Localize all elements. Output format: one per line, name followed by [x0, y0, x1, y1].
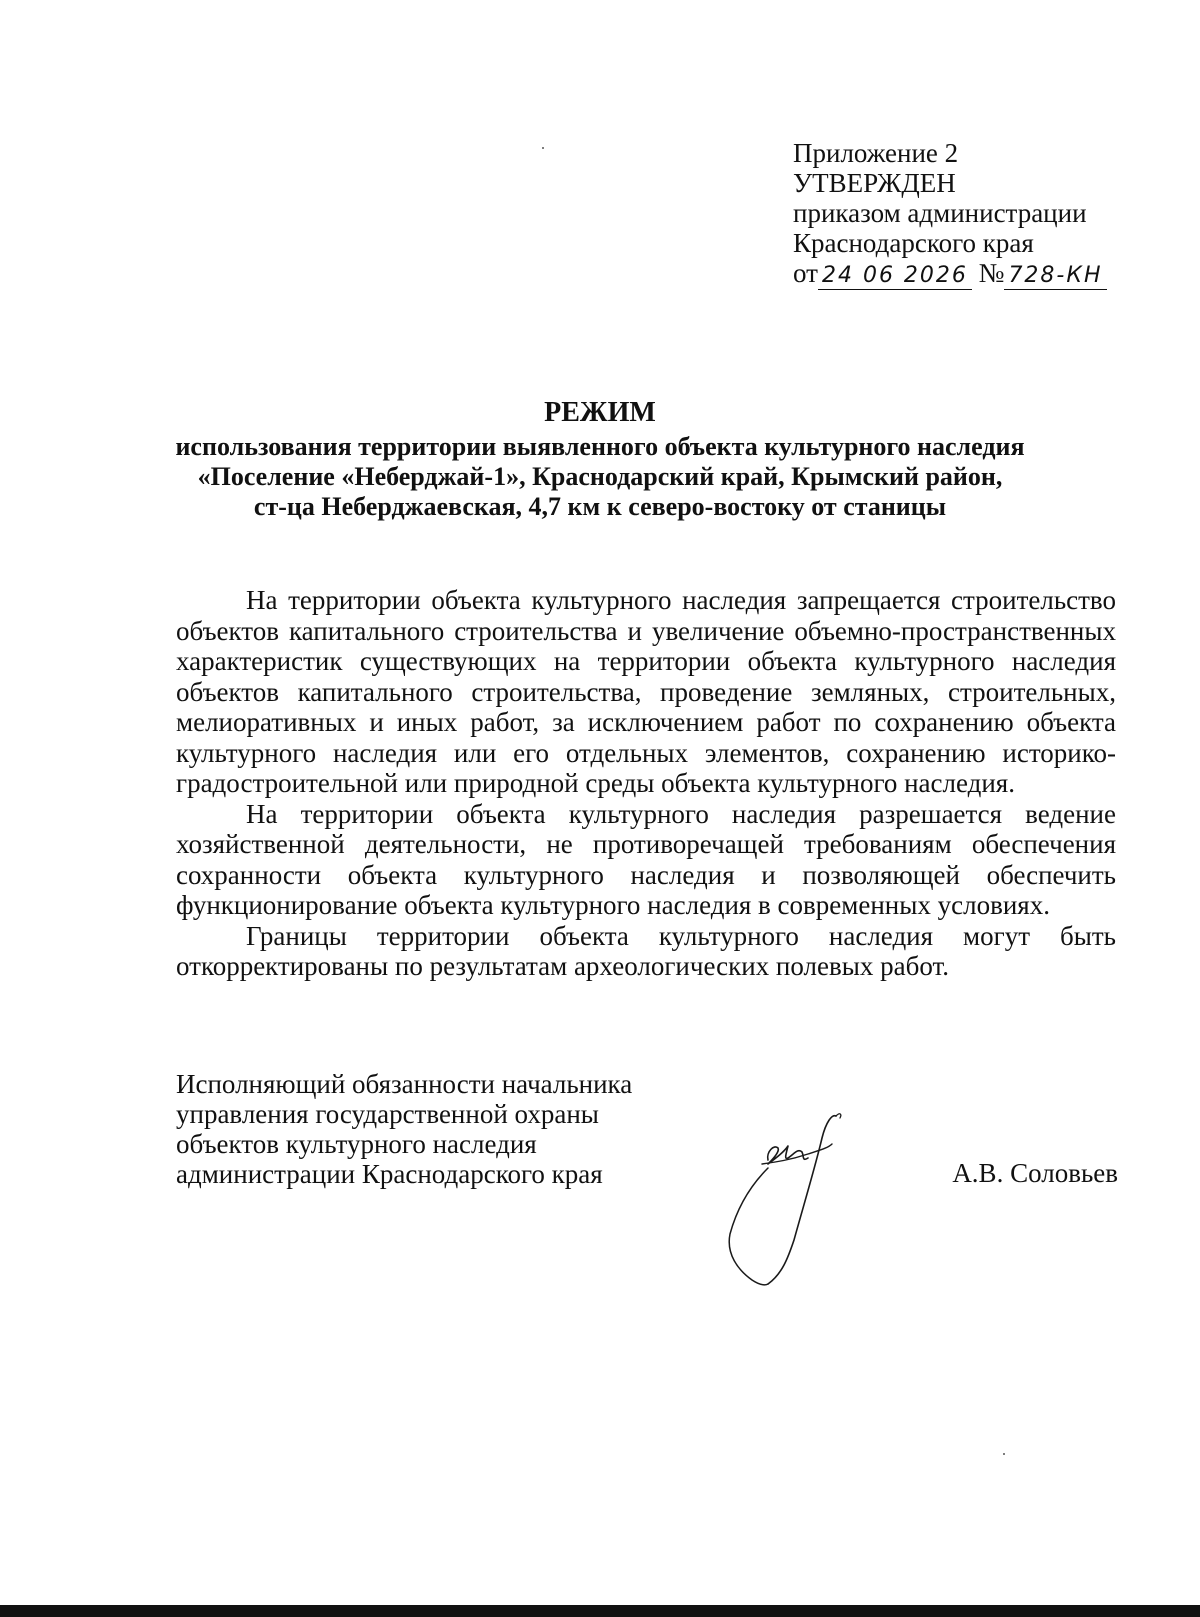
signatory-position	[176, 1069, 696, 1189]
scan-speck	[1003, 1453, 1005, 1455]
body-paragraph-2: На территории объекта культурного наследия разрешается ведение хозяйственной деятельности, не противоречащей требованиям обеспечения сохранности объекта культурного наследия и позволяющей обеспечить функционирование объекта культурного наследия в современных условиях.	[176, 798, 1116, 920]
approved-by-line1: приказом администрации	[793, 198, 1087, 228]
scan-edge-line	[0, 1605, 1200, 1617]
position-line-2: управления государственной охраны	[176, 1099, 599, 1129]
handwritten-signature	[728, 1108, 888, 1288]
handwritten-date: 24 06 2026	[818, 263, 972, 290]
approval-block	[793, 138, 1173, 290]
handwritten-number: 728-КН	[1004, 263, 1106, 290]
scan-speck	[542, 147, 544, 149]
approved-label: УТВЕРЖДЕН	[793, 168, 956, 198]
title-line-3: ст-ца Неберджаевская, 4,7 км к северо-востоку от станицы	[253, 492, 947, 521]
position-line-4: администрации Краснодарского края	[176, 1159, 603, 1189]
body-paragraph-1: На территории объекта культурного наследия запрещается строительство объектов капитального строительства и увеличение объемно-пространственных характеристик существующих на территории объекта культурного наследия объектов капитального строительства, проведение земляных, строительных, мелиоративных и иных работ, за исключением работ по сохранению объекта культурного наследия или его отдельных элементов, сохранению историко-градостроительной или природной среды объекта культурного наследия.	[176, 585, 1116, 798]
signatory-name: А.В. Соловьев	[952, 1158, 1118, 1188]
appendix-label: Приложение 2	[793, 138, 959, 168]
title-line-2: «Поселение «Неберджай-1», Краснодарский край, Крымский район,	[197, 462, 1003, 491]
title-line-1: использования территории выявленного объекта культурного наследия	[175, 432, 1025, 461]
from-label: от	[793, 258, 818, 288]
document-body	[176, 585, 1116, 982]
body-paragraph-3: Границы территории объекта культурного наследия могут быть откорректированы по результатам археологических полевых работ.	[176, 920, 1116, 981]
approved-by-line2: Краснодарского края	[793, 228, 1034, 258]
document-title	[150, 398, 1050, 522]
order-date-number	[793, 258, 1173, 290]
title-main: РЕЖИМ	[544, 397, 656, 428]
position-line-3: объектов культурного наследия	[176, 1129, 537, 1159]
number-label: №	[978, 258, 1005, 288]
position-line-1: Исполняющий обязанности начальника	[176, 1069, 633, 1099]
